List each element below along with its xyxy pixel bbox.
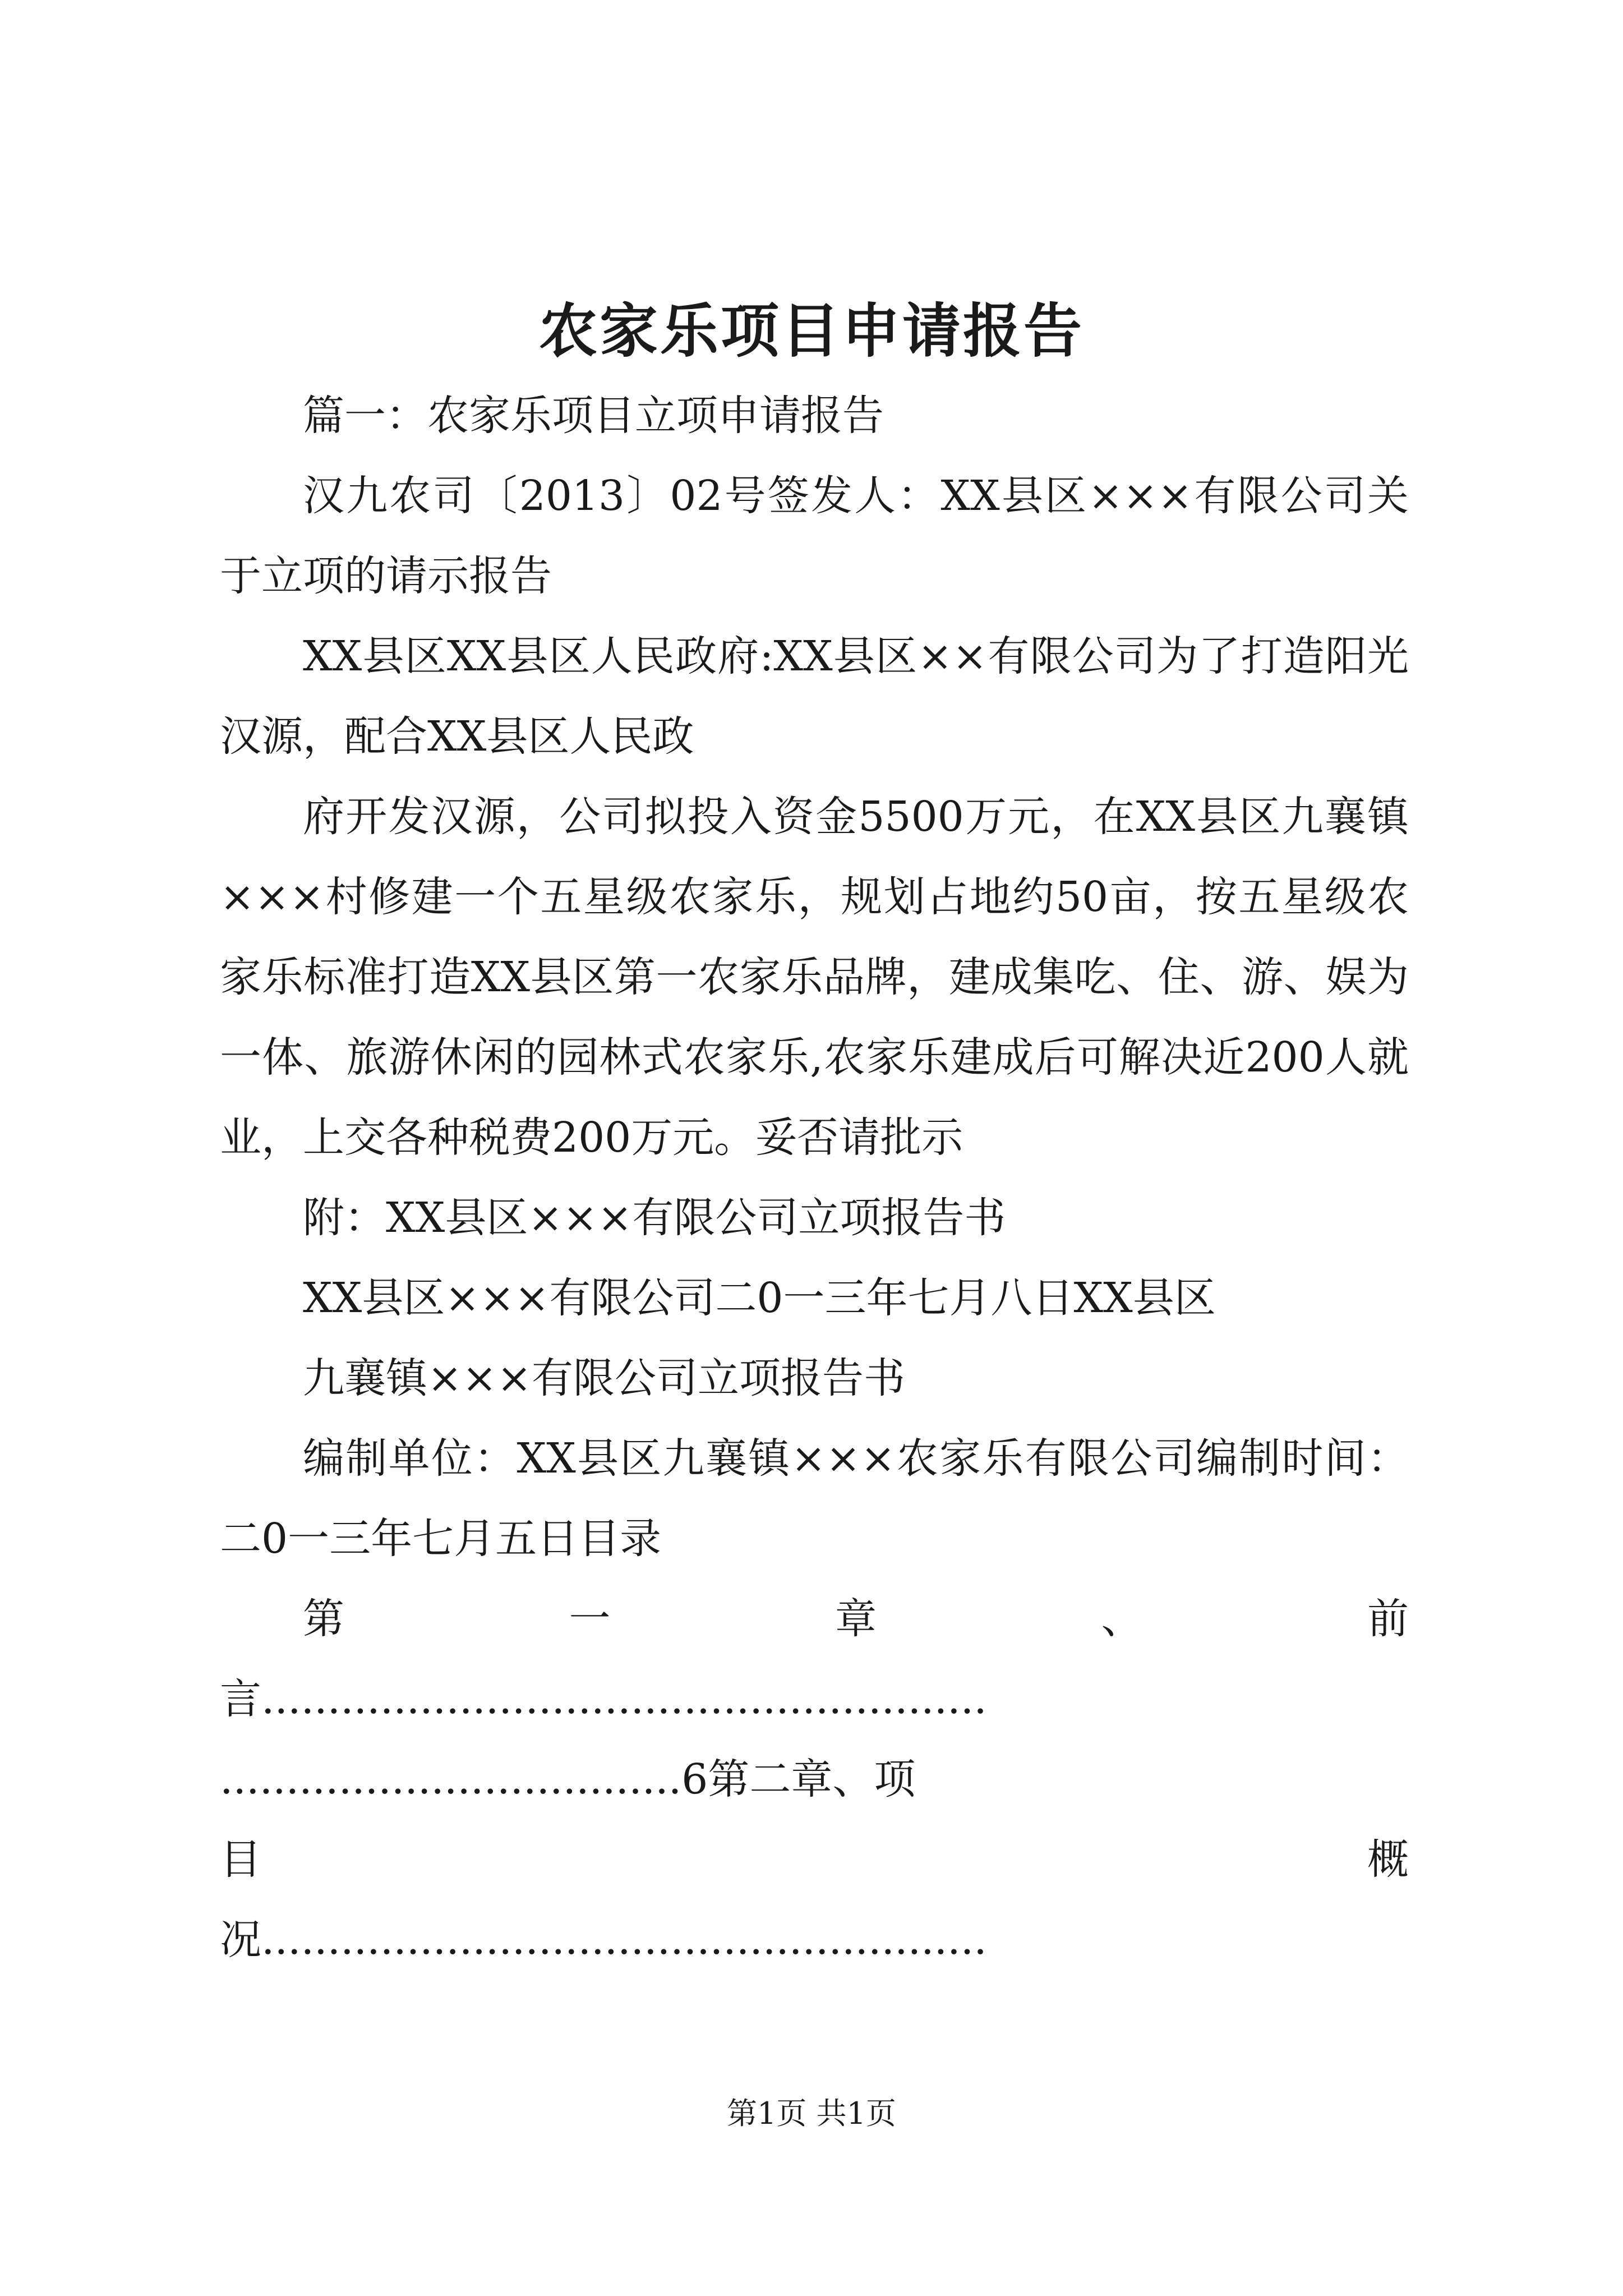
document-title: 农家乐项目申请报告 [538,296,1084,365]
toc-char: 第 [303,1595,344,1643]
paragraph-5: 附：XX县区×××有限公司立项报告书 [303,1194,1006,1242]
paragraph-1: 篇一：农家乐项目立项申请报告 [303,392,884,440]
toc-char: 概 [1367,1835,1409,1884]
toc-line-3: ...................................6第二章、项 [220,1755,916,1803]
paragraph-4: 府开发汉源，公司拟投入资金5500万元，在XX县区九襄镇×××村修建一个五星级农家乐，规划占地约50亩，按五星级农家乐标准打造XX县区第一农家乐品牌，建成集吃、住、游、娱为一体、旅游休闲的园林式农家乐,农家乐建成后可解决近200人就业，上交各种税费200万元。妥否请批示 [220,793,1409,1162]
paragraph-7: 九襄镇×××有限公司立项报告书 [303,1354,906,1402]
toc-line-4 [220,1820,1409,1900]
toc-line-1 [220,1579,1409,1659]
page-footer: 第1页 共1页 [727,2096,896,2131]
document-body [220,376,1409,1980]
toc-char: 章 [835,1595,877,1643]
toc-line-5: 况....................................................... [220,1916,987,1964]
toc-char: 目 [220,1835,261,1884]
paragraph-3: XX县区XX县区人民政府:XX县区××有限公司为了打造阳光汉源，配合XX县区人民政 [220,632,1409,761]
paragraph-2: 汉九农司〔2013〕02号签发人：XX县区×××有限公司关于立项的请示报告 [220,472,1409,600]
toc-char: 前 [1367,1595,1409,1643]
toc-char: 一 [569,1595,611,1643]
toc-char: 、 [1101,1595,1143,1643]
paragraph-8: 编制单位：XX县区九襄镇×××农家乐有限公司编制时间：二0一三年七月五日目录 [220,1434,1409,1563]
toc-line-2: 言....................................................... [220,1675,987,1723]
paragraph-6: XX县区×××有限公司二0一三年七月八日XX县区 [303,1274,1216,1322]
